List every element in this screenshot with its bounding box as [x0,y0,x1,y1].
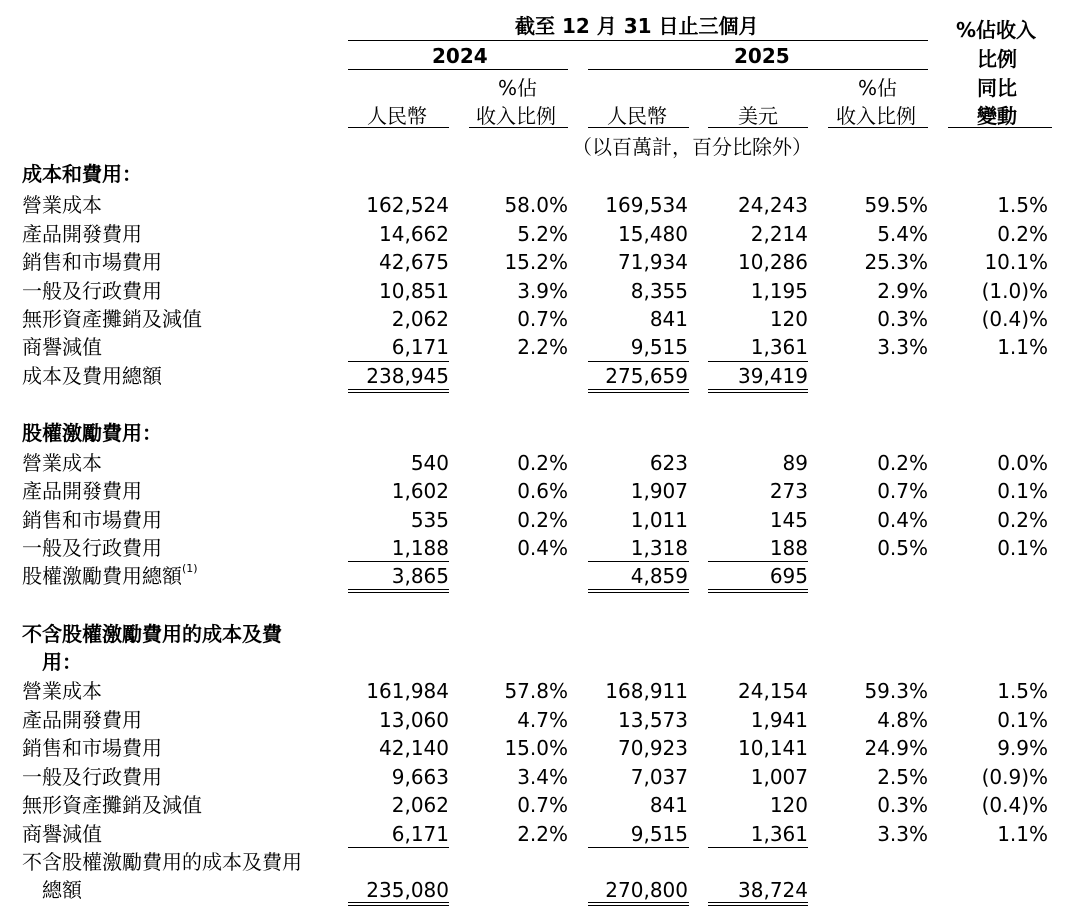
pct-2024-cell: 0.7% [517,793,568,817]
pct-2024-cell: 0.2% [517,451,568,475]
section-title-sbc [0,419,1074,447]
rmb-2025-heading: 人民幣 [607,104,667,128]
rmb-2025-cell: 1,011 [630,508,688,532]
pct-2025-cell: 59.5% [864,193,928,217]
usd-2025-cell: 1,941 [750,708,808,732]
section-title-costs [0,160,1074,188]
double-underline [348,389,449,390]
usd-2025-cell: 2,214 [750,222,808,246]
table-row [0,333,1074,361]
yoy-cell: 1.1% [997,822,1048,846]
row-label: 一般及行政費用 [22,765,162,789]
rmb-2024-cell: 161,984 [366,679,449,703]
yoy-cell: 1.5% [997,193,1048,217]
yoy-cell: 1.5% [997,679,1048,703]
yoy-cell: (0.9)% [981,765,1048,789]
double-underline [348,592,449,593]
pct-2024-cell: 15.2% [504,250,568,274]
usd-2025-cell: 24,154 [738,679,808,703]
yoy-heading-line1: %佔收入 [956,18,1037,42]
pct-2025-heading-line1: %佔 [858,76,898,100]
period-underline [348,40,928,41]
pct-2024-cell: 2.2% [517,822,568,846]
pct-2024-cell: 5.2% [517,222,568,246]
usd-2025-cell: 1,195 [750,279,808,303]
pct-2025-cell: 0.3% [877,793,928,817]
yoy-heading-line2: 比例 [977,47,1017,71]
pct-2025-cell: 3.3% [877,822,928,846]
double-underline [708,592,808,593]
rmb-2025-cell: 7,037 [630,765,688,789]
section-title-excl-cont [0,648,1074,676]
double-underline [588,389,689,390]
row-label-line1: 不含股權激勵費用的成本及費用 [22,850,302,874]
double-underline [708,589,808,590]
yoy-heading-line3: 同比 [977,76,1017,100]
double-underline [588,905,689,906]
rmb-2025-cell: 841 [649,307,688,331]
rmb-2025-cell: 15,480 [618,222,688,246]
period-heading: 截至 12 月 31 日止三個月 [515,14,759,38]
pct-2024-cell: 57.8% [504,679,568,703]
pct-2024-cell: 0.4% [517,536,568,560]
usd-2025-cell: 10,141 [738,736,808,760]
usd-2025-cell: 24,243 [738,193,808,217]
table-row [0,277,1074,305]
pct-2024-heading-line2: 收入比例 [476,104,556,128]
yoy-heading-line4: 變動 [977,104,1017,128]
pct-2025-cell: 0.4% [877,508,928,532]
rmb-2024-cell: 13,060 [379,708,449,732]
units-note: （以百萬計，百分比除外） [572,135,812,159]
usd-2025-cell: 39,419 [738,364,808,388]
rmb-2025-underline [588,127,689,128]
pct-2024-cell: 3.9% [517,279,568,303]
double-underline [588,589,689,590]
yoy-cell: 9.9% [997,736,1048,760]
double-underline [708,389,808,390]
double-underline [588,392,689,393]
table-row [0,677,1074,705]
table-row [0,734,1074,762]
yoy-cell: (1.0)% [981,279,1048,303]
table-row [0,305,1074,333]
rmb-2024-cell: 2,062 [391,793,449,817]
footnote-marker: (1) [182,562,198,575]
yoy-cell: 1.1% [997,335,1048,359]
pct-2025-cell: 2.9% [877,279,928,303]
rmb-2024-underline [348,127,449,128]
pct-2025-cell: 0.3% [877,307,928,331]
usd-2025-cell: 145 [769,508,808,532]
usd-2025-underline [708,127,808,128]
table-row [0,191,1074,219]
row-label: 產品開發費用 [22,222,142,246]
rmb-2025-cell: 9,515 [630,822,688,846]
pct-2025-cell: 25.3% [864,250,928,274]
double-underline [348,392,449,393]
row-label: 營業成本 [22,193,102,217]
table-row [0,820,1074,848]
row-label: 商譽減值 [22,335,102,359]
rmb-2024-cell: 6,171 [391,822,449,846]
rmb-2025-cell: 8,355 [630,279,688,303]
year-2024-heading: 2024 [432,44,488,68]
section-title: 股權激勵費用： [22,421,162,445]
rmb-2025-cell: 1,318 [630,536,688,560]
table-row [0,763,1074,791]
row-label: 一般及行政費用 [22,279,162,303]
row-label-line2: 總額 [42,878,82,902]
pct-2024-cell: 0.2% [517,508,568,532]
yoy-cell: 0.2% [997,222,1048,246]
row-label: 無形資產攤銷及減值 [22,793,202,817]
rmb-2024-cell: 162,524 [366,193,449,217]
rmb-2025-cell: 70,923 [618,736,688,760]
double-underline [348,589,449,590]
rmb-2024-cell: 540 [410,451,449,475]
table-row [0,706,1074,734]
pct-2025-underline [828,127,928,128]
pct-2024-cell: 15.0% [504,736,568,760]
pct-2024-cell: 3.4% [517,765,568,789]
table-row [0,220,1074,248]
yoy-cell: 0.1% [997,708,1048,732]
rmb-2024-cell: 42,675 [379,250,449,274]
pct-2025-cell: 3.3% [877,335,928,359]
rmb-2025-cell: 13,573 [618,708,688,732]
yoy-cell: 0.0% [997,451,1048,475]
row-label: 無形資產攤銷及減值 [22,307,202,331]
rmb-2025-cell: 841 [649,793,688,817]
usd-2025-heading: 美元 [738,104,778,128]
rmb-2024-cell: 3,865 [391,564,449,588]
pct-2025-cell: 0.7% [877,479,928,503]
usd-2025-cell: 273 [769,479,808,503]
yoy-cell: 0.1% [997,536,1048,560]
section-title-line1: 不含股權激勵費用的成本及費 [22,622,282,646]
pct-2025-heading-line2: 收入比例 [836,104,916,128]
usd-2025-cell: 120 [769,793,808,817]
pct-2025-cell: 0.5% [877,536,928,560]
usd-2025-cell: 1,361 [750,335,808,359]
table-row [0,791,1074,819]
pct-2024-heading-line1: %佔 [498,76,538,100]
total-row [0,562,1074,590]
row-label: 產品開發費用 [22,479,142,503]
rmb-2024-cell: 238,945 [366,364,449,388]
rmb-2024-cell: 1,188 [391,536,449,560]
pct-2024-cell: 0.7% [517,307,568,331]
pct-2025-cell: 4.8% [877,708,928,732]
pct-2024-cell: 4.7% [517,708,568,732]
rmb-2025-cell: 4,859 [630,564,688,588]
row-label [22,562,198,590]
rmb-2024-cell: 235,080 [366,878,449,902]
pct-2025-cell: 59.3% [864,679,928,703]
year-2024-underline [348,69,568,70]
table-row [0,534,1074,562]
double-underline [588,902,689,903]
usd-2025-cell: 1,361 [750,822,808,846]
rmb-2025-cell: 9,515 [630,335,688,359]
usd-2025-cell: 10,286 [738,250,808,274]
rmb-2025-cell: 270,800 [605,878,688,902]
double-underline [588,592,689,593]
rmb-2024-cell: 1,602 [391,479,449,503]
rmb-2025-cell: 623 [649,451,688,475]
rmb-2024-cell: 10,851 [379,279,449,303]
yoy-cell: (0.4)% [981,793,1048,817]
rmb-2024-cell: 535 [410,508,449,532]
total-row [0,362,1074,390]
rmb-2024-heading: 人民幣 [367,104,427,128]
usd-2025-cell: 188 [769,536,808,560]
year-2025-heading: 2025 [734,44,790,68]
section-title-line2: 用： [42,650,82,674]
usd-2025-cell: 1,007 [750,765,808,789]
double-underline [708,902,808,903]
usd-2025-cell: 38,724 [738,878,808,902]
rmb-2025-cell: 71,934 [618,250,688,274]
pct-2024-underline [469,127,568,128]
row-label: 營業成本 [22,679,102,703]
double-underline [708,392,808,393]
row-label: 營業成本 [22,451,102,475]
row-label: 銷售和市場費用 [22,508,162,532]
rmb-2025-cell: 275,659 [605,364,688,388]
yoy-cell: 0.1% [997,479,1048,503]
section-title-excl [0,620,1074,648]
rmb-2024-cell: 42,140 [379,736,449,760]
year-2025-underline [588,69,928,70]
pct-2024-cell: 0.6% [517,479,568,503]
rmb-2024-cell: 6,171 [391,335,449,359]
row-label: 成本及費用總額 [22,364,162,388]
table-row [0,449,1074,477]
row-label: 商譽減值 [22,822,102,846]
rmb-2025-cell: 168,911 [605,679,688,703]
total-row [0,876,1074,904]
row-label: 銷售和市場費用 [22,250,162,274]
pct-2025-cell: 24.9% [864,736,928,760]
double-underline [348,905,449,906]
pct-2024-cell: 2.2% [517,335,568,359]
pct-2025-cell: 0.2% [877,451,928,475]
total-row-label-line1 [0,848,1074,876]
yoy-cell: 0.2% [997,508,1048,532]
usd-2025-cell: 120 [769,307,808,331]
yoy-underline [948,127,1052,128]
table-row [0,248,1074,276]
rmb-2024-cell: 14,662 [379,222,449,246]
row-label: 一般及行政費用 [22,536,162,560]
rmb-2024-cell: 9,663 [391,765,449,789]
usd-2025-cell: 695 [769,564,808,588]
rmb-2025-cell: 169,534 [605,193,688,217]
double-underline [708,905,808,906]
rmb-2025-cell: 1,907 [630,479,688,503]
pct-2025-cell: 5.4% [877,222,928,246]
yoy-cell: 10.1% [984,250,1048,274]
table-row [0,477,1074,505]
section-title: 成本和費用： [22,162,142,186]
usd-2025-cell: 89 [782,451,808,475]
pct-2024-cell: 58.0% [504,193,568,217]
rmb-2024-cell: 2,062 [391,307,449,331]
row-label: 產品開發費用 [22,708,142,732]
total-label-text: 股權激勵費用總額 [22,564,182,588]
double-underline [348,902,449,903]
table-row [0,506,1074,534]
yoy-cell: (0.4)% [981,307,1048,331]
row-label: 銷售和市場費用 [22,736,162,760]
pct-2025-cell: 2.5% [877,765,928,789]
